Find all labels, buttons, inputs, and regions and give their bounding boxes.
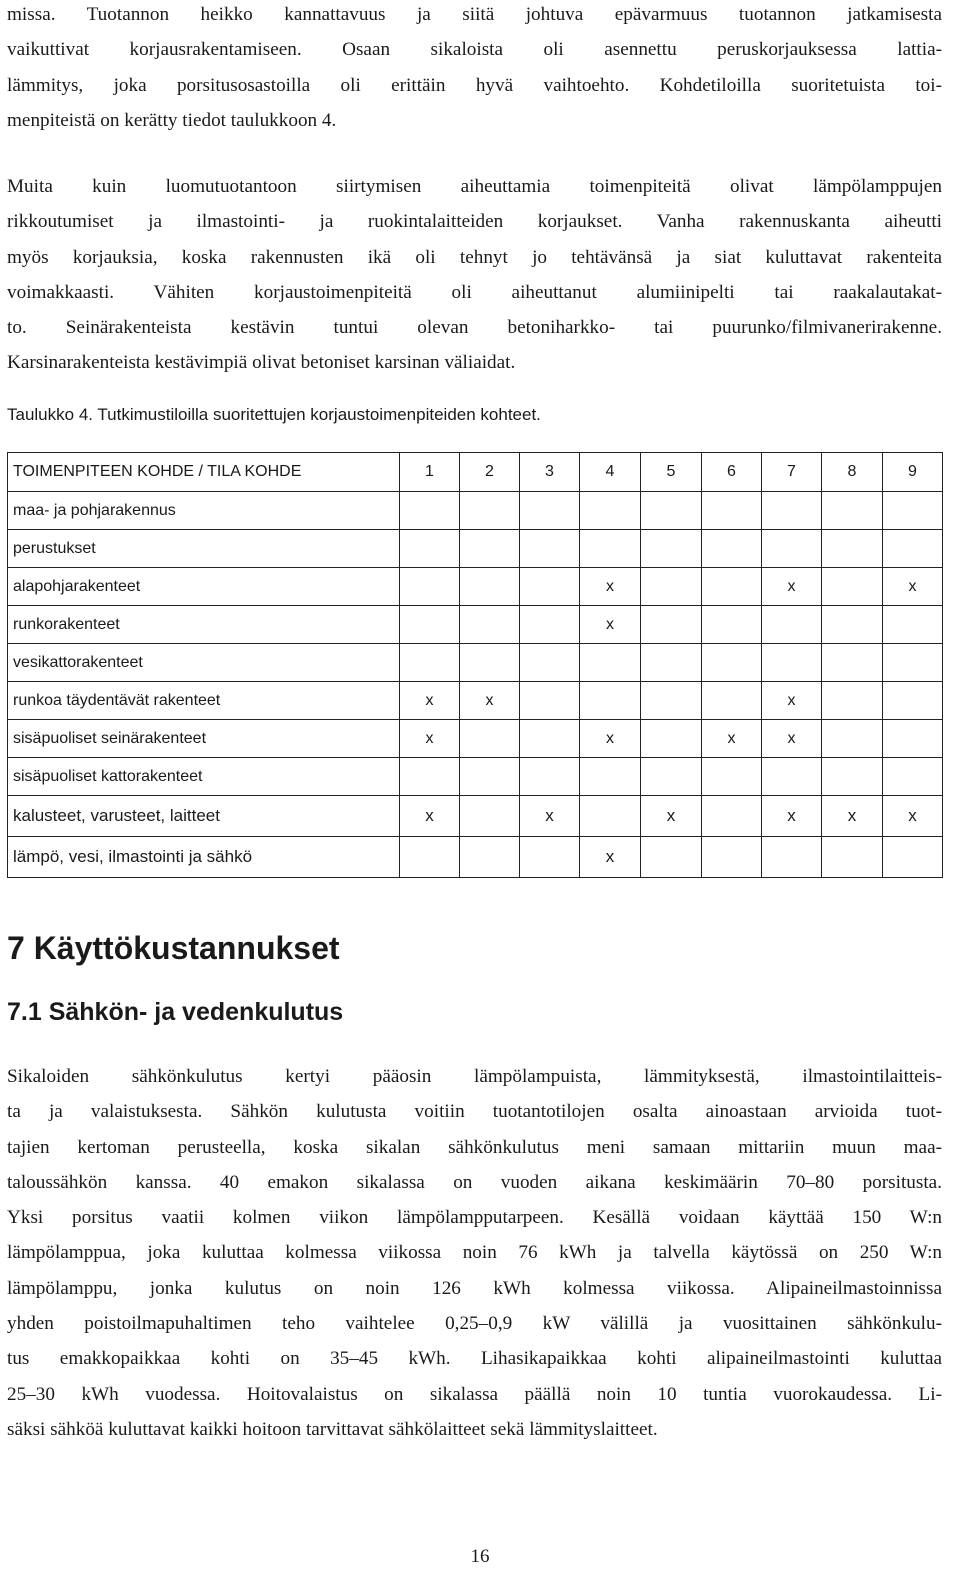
table-cell xyxy=(400,758,460,796)
table-cell: x xyxy=(400,796,460,837)
table-row xyxy=(8,644,943,682)
table-cell xyxy=(883,758,943,796)
text-line: Sikaloiden sähkönkulutus kertyi pääosin lämpölampuista, lämmityksestä, ilmastointilaitteis- xyxy=(7,1066,942,1087)
table-row xyxy=(8,492,943,530)
column-header: 7 xyxy=(762,453,822,492)
text-line: vaikuttivat korjausrakentamiseen. Osaan sikaloista oli asennettu peruskorjauksessa lattia- xyxy=(7,39,942,61)
table-cell: x xyxy=(400,720,460,758)
table-cell: x xyxy=(400,682,460,720)
text-line: myös korjauksia, koska rakennusten ikä oli tehnyt jo tehtävänsä ja siat kuluttavat rakenteita xyxy=(7,246,942,268)
table-cell: x xyxy=(762,682,822,720)
row-label: lämpö, vesi, ilmastointi ja sähkö xyxy=(8,837,400,878)
text-line: 25–30 kWh vuodessa. Hoitovalaistus on sikalassa päällä noin 10 tuntia vuorokaudessa. Li- xyxy=(7,1383,942,1405)
text-line: voimakkaasti. Vähiten korjaustoimenpiteitä oli aiheuttanut alumiinipelti tai raakalautakat- xyxy=(7,281,942,303)
table-row xyxy=(8,606,943,644)
table-cell xyxy=(580,758,641,796)
table-cell xyxy=(883,606,943,644)
table-cell xyxy=(641,530,702,568)
column-header: 9 xyxy=(883,453,943,492)
table-cell xyxy=(400,568,460,606)
body-paragraph xyxy=(7,169,942,381)
table-cell xyxy=(702,758,762,796)
row-label: runkoa täydentävät rakenteet xyxy=(8,682,400,720)
table-cell xyxy=(641,837,702,878)
table-cell xyxy=(460,796,520,837)
table-cell xyxy=(762,606,822,644)
column-header: 5 xyxy=(641,453,702,492)
table-cell xyxy=(400,644,460,682)
column-header: 4 xyxy=(580,453,641,492)
table-cell xyxy=(580,644,641,682)
table-cell xyxy=(762,644,822,682)
table-cell: x xyxy=(460,682,520,720)
column-header: 2 xyxy=(460,453,520,492)
table-cell xyxy=(580,492,641,530)
row-label: perustukset xyxy=(8,530,400,568)
table-cell xyxy=(702,682,762,720)
table-cell xyxy=(520,568,580,606)
table-cell xyxy=(883,720,943,758)
repair-targets-table xyxy=(7,452,943,878)
table-cell xyxy=(702,568,762,606)
table-cell xyxy=(460,606,520,644)
table-cell xyxy=(520,682,580,720)
table-cell xyxy=(520,720,580,758)
text-line: säksi sähköä kuluttavat kaikki hoitoon tarvittavat sähkölaitteet sekä lämmityslaitteet. xyxy=(7,1418,658,1440)
text-line: ta ja valaistuksesta. Sähkön kulutusta voitiin tuotantotilojen osalta ainoastaan arvioida tuot- xyxy=(7,1101,942,1123)
page-number: 16 xyxy=(470,1546,490,1567)
table-cell xyxy=(520,606,580,644)
table-row xyxy=(8,530,943,568)
table-cell xyxy=(702,796,762,837)
text-line: yhden poistoilmapuhaltimen teho vaihtelee 0,25–0,9 kW välillä ja vuosittainen sähkönkulu- xyxy=(7,1313,942,1335)
text-line: taloussähkön kanssa. 40 emakon sikalassa on vuoden aikana keskimäärin 70–80 porsitusta. xyxy=(7,1171,942,1193)
text-line: missa. Tuotannon heikko kannattavuus ja siitä johtuva epävarmuus tuotannon jatkamisesta xyxy=(7,4,942,25)
table-cell xyxy=(702,492,762,530)
text-line: lämpölamppu, jonka kulutus on noin 126 kWh kolmessa viikossa. Alipaineilmastoinnissa xyxy=(7,1277,942,1299)
table-cell xyxy=(641,568,702,606)
table-cell: x xyxy=(641,796,702,837)
table-cell xyxy=(702,530,762,568)
table-cell xyxy=(460,758,520,796)
text-line: Yksi porsitus vaatii kolmen viikon lämpölampputarpeen. Kesällä voidaan käyttää 150 W:n xyxy=(7,1207,942,1229)
intro-paragraph xyxy=(7,0,942,138)
table-cell xyxy=(400,530,460,568)
table-row xyxy=(8,837,943,878)
table-cell xyxy=(883,682,943,720)
body-paragraph xyxy=(7,1059,942,1447)
table-cell: x xyxy=(702,720,762,758)
table-cell xyxy=(580,796,641,837)
table-cell xyxy=(762,837,822,878)
row-label: runkorakenteet xyxy=(8,606,400,644)
row-label: sisäpuoliset kattorakenteet xyxy=(8,758,400,796)
table-cell: x xyxy=(762,796,822,837)
column-header: 6 xyxy=(702,453,762,492)
text-line: Muita kuin luomutuotantoon siirtymisen aiheuttamia toimenpiteitä olivat lämpölamppujen xyxy=(7,176,942,197)
table-cell xyxy=(762,492,822,530)
table-cell: x xyxy=(883,796,943,837)
table-cell xyxy=(641,606,702,644)
table-cell: x xyxy=(883,568,943,606)
table-cell xyxy=(460,492,520,530)
table-cell xyxy=(460,837,520,878)
table-cell xyxy=(520,837,580,878)
table-cell xyxy=(822,492,883,530)
row-label: sisäpuoliset seinärakenteet xyxy=(8,720,400,758)
row-label: vesikattorakenteet xyxy=(8,644,400,682)
table-cell: x xyxy=(580,720,641,758)
table-cell xyxy=(822,644,883,682)
table-cell xyxy=(822,568,883,606)
table-cell xyxy=(702,837,762,878)
table-cell xyxy=(641,758,702,796)
table-row xyxy=(8,720,943,758)
table-cell xyxy=(702,606,762,644)
table-cell xyxy=(822,530,883,568)
table-cell xyxy=(822,720,883,758)
table-cell xyxy=(460,530,520,568)
table-row xyxy=(8,758,943,796)
header-label: TOIMENPITEEN KOHDE / TILA KOHDE xyxy=(8,453,400,492)
table-cell: x xyxy=(520,796,580,837)
table-row xyxy=(8,796,943,837)
table-cell xyxy=(702,644,762,682)
text-line: Karsinarakenteista kestävimpiä olivat betoniset karsinan väliaidat. xyxy=(7,352,516,374)
table-caption: Taulukko 4. Tutkimustiloilla suoritettujen korjaustoimenpiteiden kohteet. xyxy=(7,405,541,424)
row-label: maa- ja pohjarakennus xyxy=(8,492,400,530)
table-cell: x xyxy=(822,796,883,837)
table-cell xyxy=(460,568,520,606)
table-header-row xyxy=(8,453,943,492)
table-cell xyxy=(822,837,883,878)
table-cell xyxy=(580,682,641,720)
column-header: 1 xyxy=(400,453,460,492)
text-line: rikkoutumiset ja ilmastointi- ja ruokintalaitteiden korjaukset. Vanha rakennuskanta aiheutti xyxy=(7,211,942,233)
row-label: kalusteet, varusteet, laitteet xyxy=(8,796,400,837)
table-cell xyxy=(641,644,702,682)
table-cell xyxy=(400,606,460,644)
table-cell: x xyxy=(762,720,822,758)
table-cell xyxy=(822,682,883,720)
table-cell xyxy=(641,682,702,720)
table-cell xyxy=(762,758,822,796)
table-cell xyxy=(400,492,460,530)
table-cell xyxy=(520,530,580,568)
table-cell xyxy=(520,492,580,530)
text-line: lämmitys, joka porsitusosastoilla oli erittäin hyvä vaihtoehto. Kohdetiloilla suoritetuista toi- xyxy=(7,74,942,96)
table-cell: x xyxy=(580,568,641,606)
table-cell: x xyxy=(762,568,822,606)
table-cell xyxy=(822,758,883,796)
table-cell: x xyxy=(580,606,641,644)
table-cell xyxy=(883,644,943,682)
column-header: 8 xyxy=(822,453,883,492)
text-line: to. Seinärakenteista kestävin tuntui olevan betoniharkko- tai puurunko/filmivanerirakenne. xyxy=(7,317,942,339)
text-line: tus emakkopaikkaa kohti on 35–45 kWh. Lihasikapaikkaa kohti alipaineilmastointi kuluttaa xyxy=(7,1348,942,1370)
table-cell xyxy=(883,530,943,568)
row-label: alapohjarakenteet xyxy=(8,568,400,606)
table-cell xyxy=(460,644,520,682)
table-cell xyxy=(822,606,883,644)
table-cell: x xyxy=(580,837,641,878)
table-cell xyxy=(460,720,520,758)
section-heading: 7 Käyttökustannukset xyxy=(7,930,340,966)
table-cell xyxy=(520,758,580,796)
table-cell xyxy=(883,837,943,878)
text-line: menpiteistä on kerätty tiedot taulukkoon 4. xyxy=(7,109,337,131)
table-cell xyxy=(762,530,822,568)
subsection-heading: 7.1 Sähkön- ja vedenkulutus xyxy=(7,998,344,1026)
text-line: lämpölamppua, joka kuluttaa kolmessa viikossa noin 76 kWh ja talvella käytössä on 250 W:n xyxy=(7,1242,942,1264)
table-row xyxy=(8,682,943,720)
table-cell xyxy=(520,644,580,682)
table-cell xyxy=(883,492,943,530)
column-header: 3 xyxy=(520,453,580,492)
table-cell xyxy=(580,530,641,568)
table-cell xyxy=(641,492,702,530)
table-cell xyxy=(641,720,702,758)
text-line: tajien kertoman perusteella, koska sikalan sähkönkulutus meni samaan mittariin muun maa- xyxy=(7,1136,942,1158)
table-cell xyxy=(400,837,460,878)
table-row xyxy=(8,568,943,606)
